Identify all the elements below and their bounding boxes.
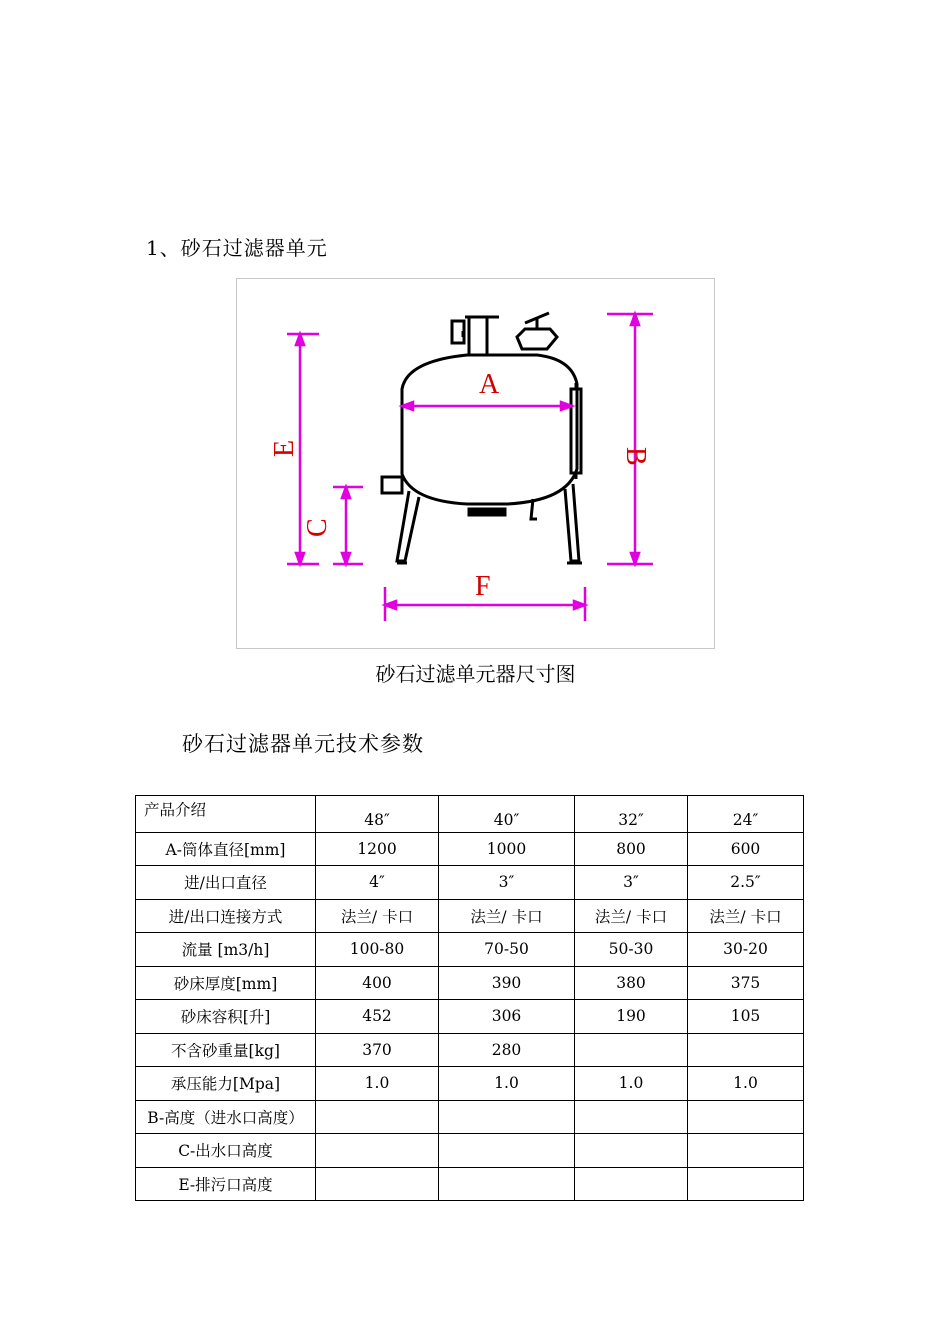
figure-caption: 砂石过滤单元器尺寸图 bbox=[375, 662, 576, 686]
header-cell: 48″ bbox=[316, 796, 439, 833]
value-cell: 190 bbox=[575, 1000, 688, 1034]
row-label-cell: 砂床容积[升] bbox=[136, 1000, 316, 1034]
value-cell: 280 bbox=[439, 1033, 575, 1067]
value-cell: 1.0 bbox=[688, 1067, 804, 1101]
label-e: E bbox=[269, 439, 300, 457]
value-cell bbox=[439, 1100, 575, 1134]
label-c: C bbox=[302, 518, 333, 537]
table-row bbox=[136, 933, 804, 967]
dimension-lines bbox=[287, 314, 653, 621]
value-cell bbox=[688, 1167, 804, 1201]
value-cell bbox=[688, 1134, 804, 1168]
value-cell bbox=[575, 1134, 688, 1168]
header-cell: 24″ bbox=[688, 796, 804, 833]
value-cell bbox=[316, 1100, 439, 1134]
table-row bbox=[136, 1033, 804, 1067]
table-row bbox=[136, 1134, 804, 1168]
row-label-cell: 不含砂重量[kg] bbox=[136, 1033, 316, 1067]
value-cell: 30-20 bbox=[688, 933, 804, 967]
row-label-cell: A-筒体直径[mm] bbox=[136, 832, 316, 866]
row-label-cell: 进/出口直径 bbox=[136, 866, 316, 900]
table-row bbox=[136, 832, 804, 866]
spec-table bbox=[135, 795, 804, 1201]
value-cell: 3″ bbox=[439, 866, 575, 900]
value-cell bbox=[688, 1033, 804, 1067]
value-cell bbox=[439, 1134, 575, 1168]
value-cell: 306 bbox=[439, 1000, 575, 1034]
row-label-cell: 流量 [m3/h] bbox=[136, 933, 316, 967]
row-label-cell: 进/出口连接方式 bbox=[136, 899, 316, 933]
value-cell: 法兰/ 卡口 bbox=[575, 899, 688, 933]
value-cell: 1200 bbox=[316, 832, 439, 866]
row-label-cell: 承压能力[Mpa] bbox=[136, 1067, 316, 1101]
value-cell bbox=[688, 1100, 804, 1134]
value-cell bbox=[316, 1134, 439, 1168]
value-cell: 50-30 bbox=[575, 933, 688, 967]
value-cell: 370 bbox=[316, 1033, 439, 1067]
value-cell: 1.0 bbox=[316, 1067, 439, 1101]
row-label-cell: C-出水口高度 bbox=[136, 1134, 316, 1168]
filter-unit-diagram bbox=[237, 279, 716, 650]
table-row bbox=[136, 866, 804, 900]
label-b: B bbox=[620, 447, 651, 466]
value-cell: 1000 bbox=[439, 832, 575, 866]
header-cell: 产品介绍 bbox=[136, 796, 316, 833]
value-cell: 1.0 bbox=[575, 1067, 688, 1101]
row-label-cell: B-高度（进水口高度） bbox=[136, 1100, 316, 1134]
value-cell bbox=[316, 1167, 439, 1201]
table-row bbox=[136, 1067, 804, 1101]
value-cell: 400 bbox=[316, 966, 439, 1000]
value-cell bbox=[439, 1167, 575, 1201]
value-cell: 法兰/ 卡口 bbox=[316, 899, 439, 933]
value-cell: 法兰/ 卡口 bbox=[439, 899, 575, 933]
table-row bbox=[136, 1167, 804, 1201]
dimension-drawing bbox=[236, 278, 715, 649]
value-cell: 800 bbox=[575, 832, 688, 866]
table-row bbox=[136, 1100, 804, 1134]
value-cell: 4″ bbox=[316, 866, 439, 900]
table-row bbox=[136, 899, 804, 933]
tank-outline bbox=[382, 313, 582, 563]
row-label-cell: E-排污口高度 bbox=[136, 1167, 316, 1201]
value-cell: 3″ bbox=[575, 866, 688, 900]
table-row bbox=[136, 966, 804, 1000]
value-cell bbox=[575, 1100, 688, 1134]
table-title: 砂石过滤器单元技术参数 bbox=[182, 732, 424, 756]
value-cell bbox=[575, 1167, 688, 1201]
value-cell: 390 bbox=[439, 966, 575, 1000]
table-row bbox=[136, 1000, 804, 1034]
row-label-cell: 砂床厚度[mm] bbox=[136, 966, 316, 1000]
value-cell: 100-80 bbox=[316, 933, 439, 967]
label-f: F bbox=[475, 571, 491, 602]
value-cell: 452 bbox=[316, 1000, 439, 1034]
value-cell: 70-50 bbox=[439, 933, 575, 967]
table-header-row bbox=[136, 796, 804, 833]
value-cell: 375 bbox=[688, 966, 804, 1000]
value-cell bbox=[575, 1033, 688, 1067]
header-cell: 40″ bbox=[439, 796, 575, 833]
label-a: A bbox=[479, 369, 500, 400]
value-cell: 法兰/ 卡口 bbox=[688, 899, 804, 933]
value-cell: 105 bbox=[688, 1000, 804, 1034]
value-cell: 2.5″ bbox=[688, 866, 804, 900]
value-cell: 1.0 bbox=[439, 1067, 575, 1101]
section-heading: 1、砂石过滤器单元 bbox=[146, 236, 328, 260]
value-cell: 380 bbox=[575, 966, 688, 1000]
value-cell: 600 bbox=[688, 832, 804, 866]
header-cell: 32″ bbox=[575, 796, 688, 833]
